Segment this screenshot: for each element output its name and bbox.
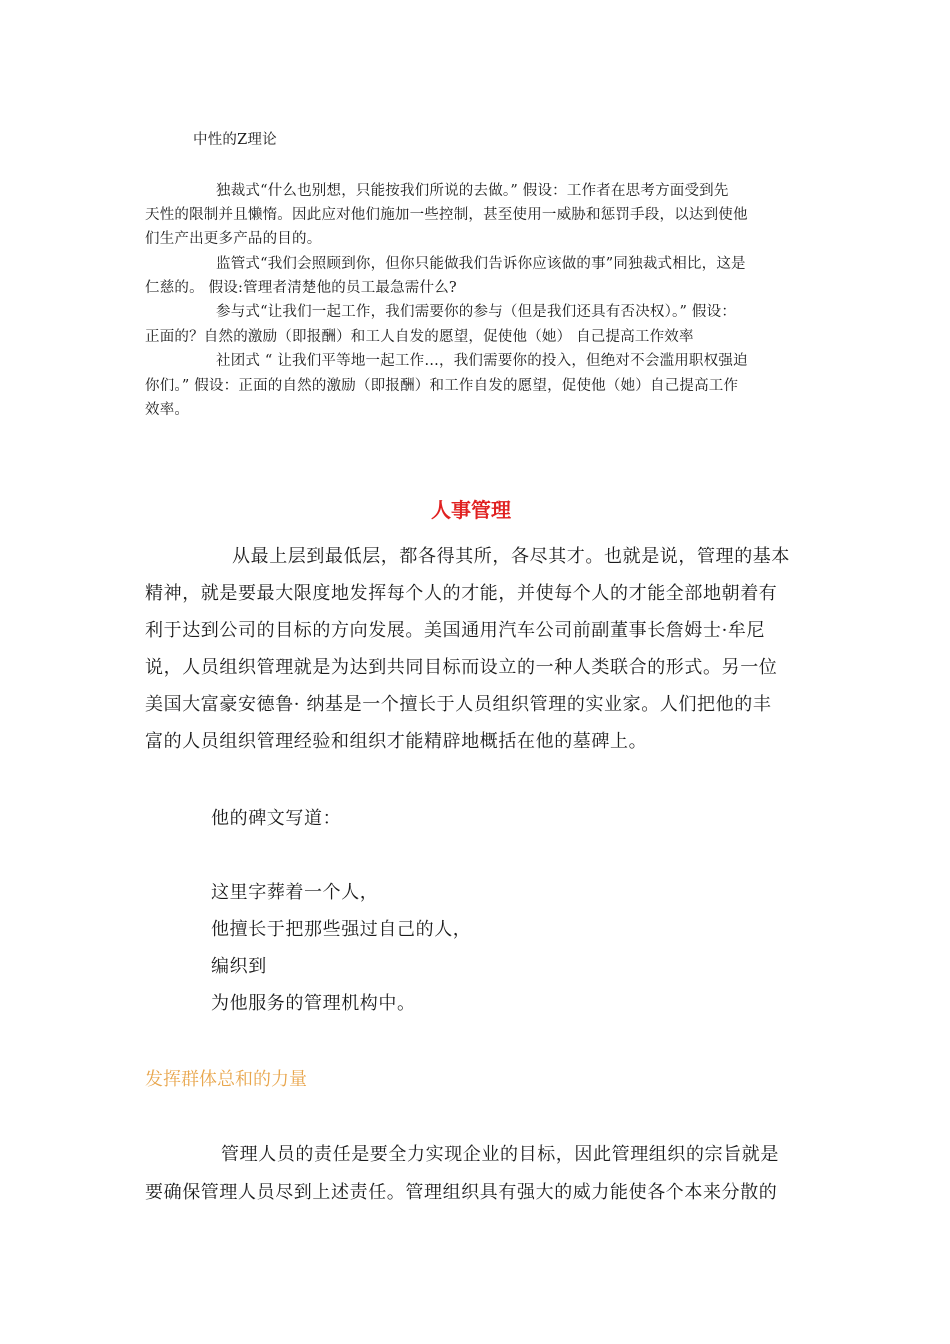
personnel-paragraph-line: 利于达到公司的目标的方向发展。美国通用汽车公司前副董事长詹姆士·牟尼 xyxy=(145,620,766,641)
epitaph-line: 他擅长于把那些强过自己的人， xyxy=(211,919,472,940)
z-theory-line: 们生产出更多产品的目的。 xyxy=(145,231,322,247)
z-theory-title: 中性的Z理论 xyxy=(193,132,277,148)
z-theory-line: 天性的限制并且懒惰。因此应对他们施加一些控制，甚至使用一威胁和惩罚手段，以达到使他 xyxy=(145,207,748,223)
personnel-paragraph-line: 富的人员组织管理经验和组织才能精辟地概括在他的墓碑上。 xyxy=(145,731,648,752)
epitaph-line: 编织到 xyxy=(211,956,267,977)
group-power-paragraph-line: 要确保管理人员尽到上述责任。管理组织具有强大的威力能使各个本来分散的 xyxy=(145,1182,778,1203)
z-theory-line: 监管式“我们会照顾到你，但你只能做我们告诉你应该做的事”同独裁式相比，这是 xyxy=(216,256,746,272)
z-theory-line: 参与式“让我们一起工作，我们需要你的参与（但是我们还具有否决权）。” 假设： xyxy=(216,304,737,320)
personnel-paragraph-line: 说，人员组织管理就是为达到共同目标而设立的一种人类联合的形式。另一位 xyxy=(145,657,778,678)
epitaph-line: 为他服务的管理机构中。 xyxy=(211,993,416,1014)
group-power-heading: 发挥群体总和的力量 xyxy=(145,1069,307,1090)
personnel-paragraph-line: 美国大富豪安德鲁· 纳基是一个擅长于人员组织管理的实业家。人们把他的丰 xyxy=(145,694,772,715)
personnel-paragraph-line: 从最上层到最低层，都各得其所，各尽其才。也就是说，管理的基本 xyxy=(232,546,790,567)
group-power-paragraph-line: 管理人员的责任是要全力实现企业的目标，因此管理组织的宗旨就是 xyxy=(221,1144,779,1165)
z-theory-line: 效率。 xyxy=(145,402,190,418)
z-theory-line: 正面的？自然的激励（即报酬）和工人自发的愿望，促使他（她） 自己提高工作效率 xyxy=(145,329,694,345)
personnel-paragraph-line: 精神，就是要最大限度地发挥每个人的才能，并使每个人的才能全部地朝着有 xyxy=(145,583,778,604)
z-theory-line: 独裁式“什么也别想，只能按我们所说的去做。” 假设：工作者在思考方面受到先 xyxy=(216,183,729,199)
epitaph-intro: 他的碑文写道： xyxy=(211,808,342,829)
z-theory-line: 你们。” 假设：正面的自然的激励（即报酬）和工作自发的愿望，促使他（她）自己提高工作 xyxy=(145,378,739,394)
personnel-heading: 人事管理 xyxy=(431,498,511,522)
epitaph-line: 这里字葬着一个人， xyxy=(211,882,379,903)
z-theory-line: 社团式 “ 让我们平等地一起工作…，我们需要你的投入，但绝对不会滥用职权强迫 xyxy=(216,353,748,369)
z-theory-line: 仁慈的。 假设:管理者清楚他的员工最急需什么? xyxy=(145,280,457,296)
